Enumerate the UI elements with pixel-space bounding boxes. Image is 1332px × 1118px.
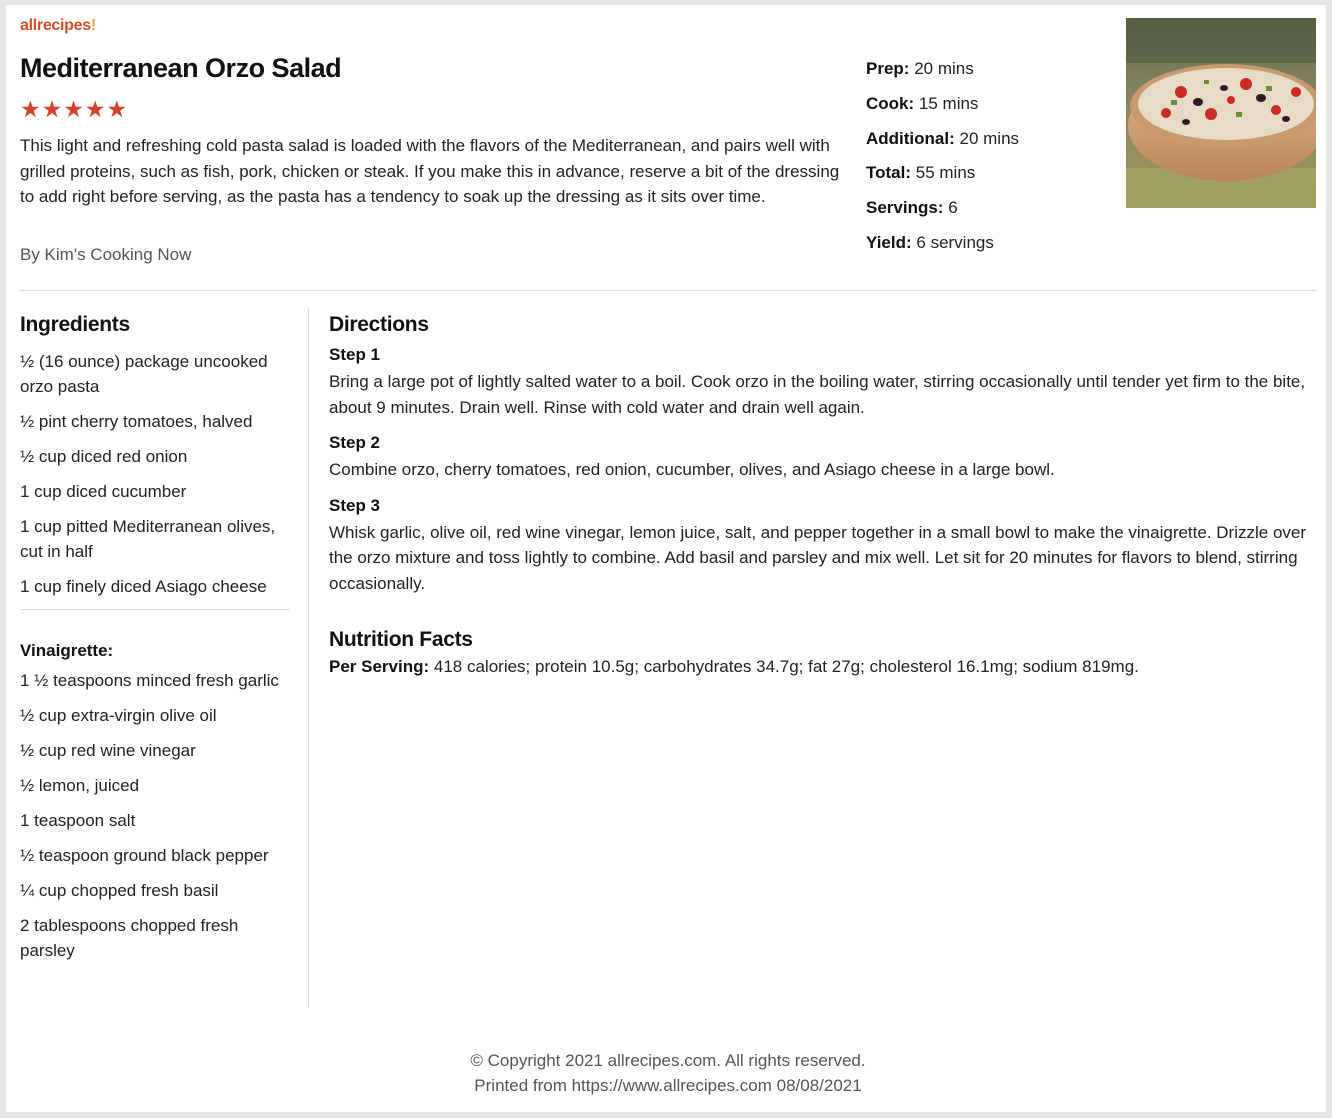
meta-servings [866, 197, 1116, 232]
ingredient-item: ½ lemon, juiced [20, 776, 140, 795]
logo-mark: ! [90, 17, 96, 34]
logo-text: allrecipes [20, 17, 91, 34]
ingredient-item: ½ cup red wine vinegar [20, 741, 196, 760]
meta-label: Yield: [866, 232, 912, 252]
rating-stars: ★★★★★ [20, 96, 129, 122]
ingredient-item: 1 cup diced cucumber [20, 482, 187, 501]
copyright-text: © Copyright 2021 allrecipes.com. All rights reserved. [470, 1051, 866, 1070]
page-footer [6, 1048, 1330, 1098]
vinaigrette-list [20, 668, 290, 963]
ingredient-item: ½ cup diced red onion [20, 447, 188, 466]
ingredients-list [20, 349, 290, 599]
ingredient-item: ½ teaspoon ground black pepper [20, 846, 269, 865]
meta-label: Additional: [866, 128, 955, 148]
vinaigrette-heading: Vinaigrette: [20, 641, 114, 660]
ingredient-item: ½ pint cherry tomatoes, halved [20, 412, 253, 431]
meta-label: Prep: [866, 59, 910, 78]
orzo-salad-bowl-image [1126, 18, 1316, 208]
recipe-description: This light and refreshing cold pasta salad is loaded with the flavors of the Mediterranean, and pairs well with grilled proteins, such as fish, pork, chicken or steak. If you make this in advance, reserve a bit of the dressing to add right before serving, as the pasta has a tendency to soak up the dressing as it sits over time. [20, 136, 840, 206]
header-divider [20, 290, 1316, 291]
meta-additional [866, 128, 1116, 163]
step-text: Combine orzo, cherry tomatoes, red onion, cucumber, olives, and Asiago cheese in a large bowl. [329, 460, 1055, 479]
step-label: Step 3 [329, 495, 381, 515]
directions-heading: Directions [329, 313, 429, 336]
allrecipes-logo[interactable] [20, 17, 96, 35]
ingredients-divider [20, 609, 290, 610]
ingredient-item: 1 cup finely diced Asiago cheese [20, 577, 267, 596]
meta-value: 6 [948, 198, 958, 218]
meta-value: 15 mins [918, 93, 979, 113]
step-text: Whisk garlic, olive oil, red wine vinegar, lemon juice, salt, and pepper together in a small bowl to make the vinaigrette. Drizzle over the orzo mixture and toss lightly to combine. Add basil and parsley and mix well. Let sit for 20 minutes for flavors to blend, stirring occasionally. [329, 522, 1307, 593]
ingredients-heading: Ingredients [20, 313, 130, 336]
ingredient-item: 1 ½ teaspoons minced fresh garlic [20, 671, 279, 690]
ingredient-item: 1 cup pitted Mediterranean olives, cut in half [20, 517, 276, 561]
directions-section [329, 311, 1319, 679]
nutrition-label: Per Serving: [329, 657, 430, 676]
meta-value: 6 servings [916, 232, 994, 252]
nutrition-text: 418 calories; protein 10.5g; carbohydrates 34.7g; fat 27g; cholesterol 16.1mg; sodium 819mg. [433, 657, 1139, 676]
ingredient-item: ½ (16 ounce) package uncooked orzo pasta [20, 352, 268, 396]
nutrition-heading: Nutrition Facts [329, 628, 473, 651]
meta-yield [866, 232, 1116, 267]
recipe-photo [1126, 18, 1316, 208]
meta-cook [866, 93, 1116, 128]
recipe-meta [866, 58, 1116, 267]
recipe-author[interactable]: By Kim's Cooking Now [20, 245, 192, 264]
ingredients-section [20, 311, 290, 973]
ingredient-item: ½ cup extra-virgin olive oil [20, 706, 217, 725]
meta-value: 20 mins [959, 128, 1020, 148]
meta-value: 55 mins [915, 163, 976, 183]
meta-total [866, 162, 1116, 197]
meta-value: 20 mins [914, 59, 974, 78]
ingredient-item: 2 tablespoons chopped fresh parsley [20, 916, 239, 960]
step-text: Bring a large pot of lightly salted water to a boil. Cook orzo in the boiling water, stirring occasionally until tender yet firm to the bite, about 9 minutes. Drain well. Rinse with cold water and drain well again. [329, 372, 1306, 417]
ingredient-item: ¼ cup chopped fresh basil [20, 881, 219, 900]
meta-label: Cook: [866, 93, 915, 113]
meta-label: Total: [866, 163, 912, 183]
recipe-title: Mediterranean Orzo Salad [20, 53, 342, 83]
meta-prep [866, 58, 1116, 93]
ingredient-item: 1 teaspoon salt [20, 811, 136, 830]
recipe-print-page [6, 5, 1326, 1112]
printed-from-text: Printed from https://www.allrecipes.com 08/08/2021 [474, 1076, 862, 1095]
step-label: Step 1 [329, 345, 381, 364]
nutrition-facts [329, 654, 1319, 679]
column-divider [308, 308, 309, 1008]
step-label: Step 2 [329, 433, 381, 452]
meta-label: Servings: [866, 198, 944, 218]
